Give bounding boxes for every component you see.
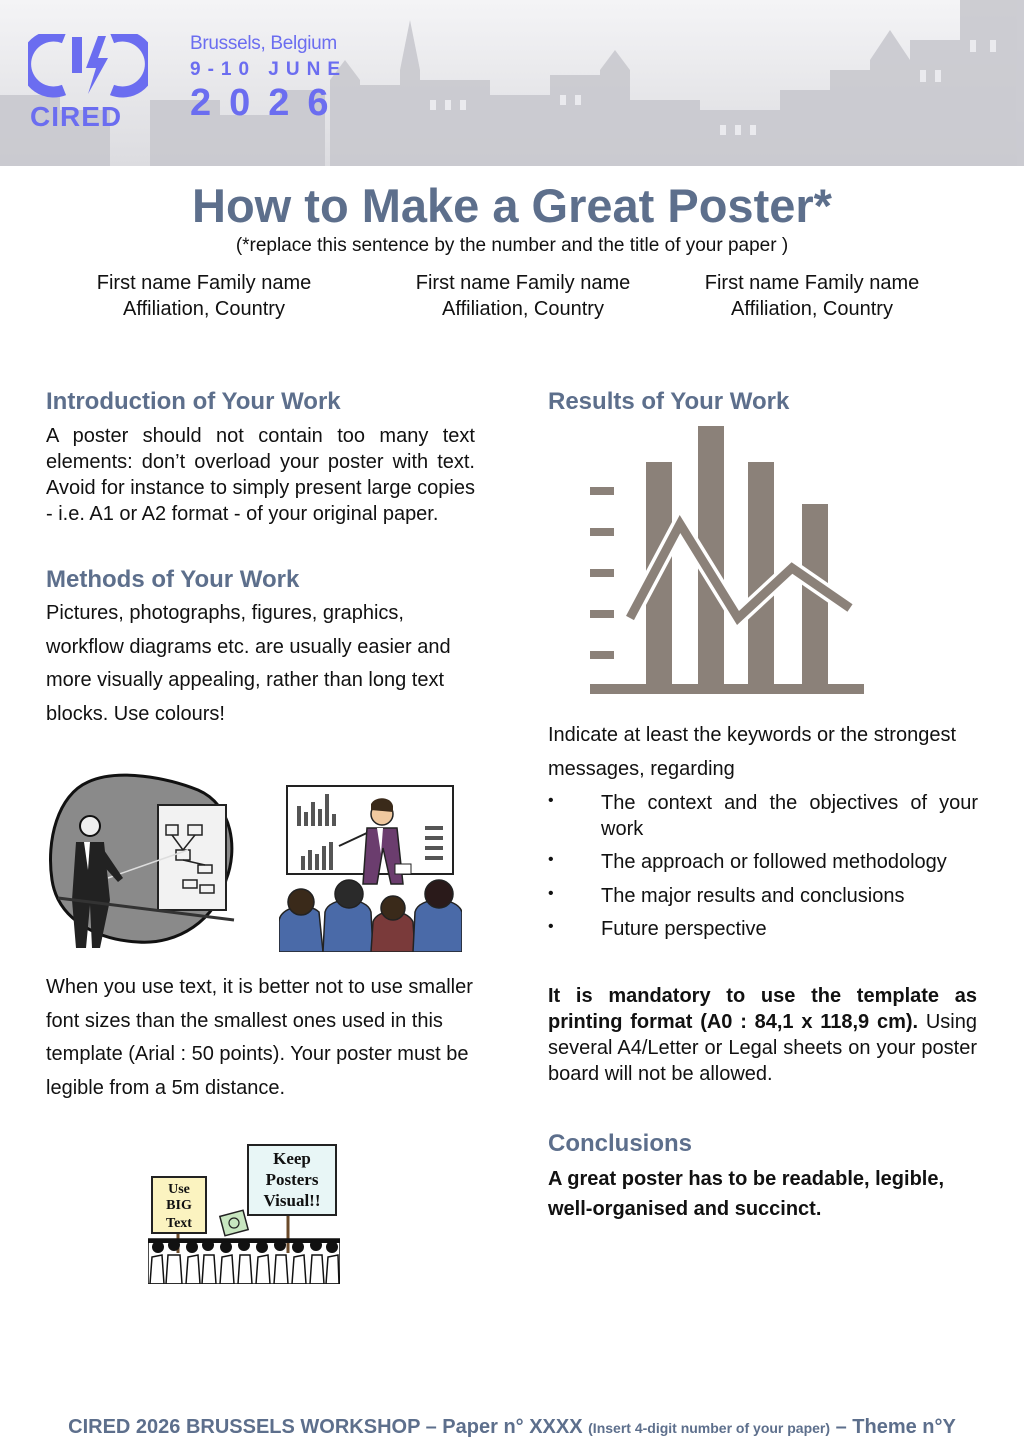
footer-main: CIRED 2026 BRUSSELS WORKSHOP – Paper n° XXXX — [68, 1416, 583, 1438]
author-1 — [74, 270, 334, 322]
bullet-item-approach — [548, 849, 978, 875]
author-affiliation: Affiliation, Country — [731, 298, 893, 320]
bullet-text: The context and the objectives of your work — [601, 792, 978, 840]
event-location-dates — [190, 33, 347, 125]
audience-presentation-illustration — [279, 784, 462, 952]
event-city: Brussels, Belgium — [190, 33, 337, 54]
event-dates: 9-10 JUNE — [190, 59, 347, 80]
author-name: First name Family name — [96, 272, 312, 294]
author-affiliation: Affiliation, Country — [442, 298, 604, 320]
cired-logo-icon — [28, 34, 148, 129]
bullet-icon: • — [548, 918, 554, 935]
svg-text:Posters: Posters — [265, 1170, 319, 1189]
footer — [0, 1416, 1024, 1439]
results-heading: Results of Your Work — [548, 388, 790, 415]
author-3 — [682, 270, 942, 322]
mandatory-notice-rest: Using several A4/Letter or Legal sheets on your poster board will not be allowed. — [548, 1011, 977, 1085]
footer-theme: – Theme n°Y — [835, 1416, 956, 1438]
bullet-text: The major results and conclusions — [601, 885, 905, 907]
author-2 — [393, 270, 653, 322]
bullet-item-future — [548, 916, 978, 942]
bullet-text: Future perspective — [601, 918, 767, 940]
bullet-item-context — [548, 790, 978, 842]
svg-text:CIRED: CIRED — [30, 101, 123, 129]
intro-text: A poster should not contain too many text elements: don’t overload your poster with text. Avoid for instance to simply present large copies - i.e. A1 or A2 format - of your original paper. — [46, 425, 475, 525]
bullet-icon: • — [548, 851, 554, 868]
event-year: 2026 — [190, 82, 347, 124]
mandatory-notice-bold: It is mandatory to use the template as printing format (A0 : 84,1 x 118,9 cm). — [548, 985, 977, 1033]
author-affiliation: Affiliation, Country — [123, 298, 285, 320]
footer-note: (Insert 4-digit number of your paper) — [588, 1420, 831, 1436]
protest-signs-illustration — [148, 1143, 340, 1284]
conclusions-text: A great poster has to be readable, legible, well-organised and succinct. — [548, 1168, 945, 1220]
bullet-text: The approach or followed methodology — [601, 851, 947, 873]
header-banner — [0, 0, 1024, 166]
svg-text:Visual!!: Visual!! — [263, 1191, 321, 1210]
conclusions-heading: Conclusions — [548, 1130, 693, 1157]
methods-text: Pictures, photographs, figures, graphics, workflow diagrams etc. are usually easier and more visually appealing, rather than long text blocks. Use colours! — [46, 602, 451, 725]
methods-text-2: When you use text, it is better not to use smaller font sizes than the smallest ones used in this template (Arial : 50 points). Your poster must be legible from a 5m distance. — [46, 976, 473, 1099]
bullet-item-results — [548, 883, 978, 909]
svg-text:Use: Use — [168, 1182, 190, 1197]
intro-heading: Introduction of Your Work — [46, 388, 341, 415]
svg-text:Keep: Keep — [273, 1149, 311, 1168]
bar-line-chart-icon — [588, 426, 868, 696]
bullet-icon: • — [548, 885, 554, 902]
poster-title: How to Make a Great Poster* — [192, 179, 832, 232]
poster-subtitle: (*replace this sentence by the number and the title of your paper ) — [235, 235, 789, 256]
svg-text:Text: Text — [166, 1216, 192, 1231]
author-name: First name Family name — [704, 272, 920, 294]
author-name: First name Family name — [415, 272, 631, 294]
methods-heading: Methods of Your Work — [46, 566, 300, 593]
presenter-flowchart-illustration — [48, 770, 236, 952]
results-intro: Indicate at least the keywords or the strongest messages, regarding — [548, 724, 956, 780]
brussels-skyline-illustration — [0, 0, 1024, 166]
svg-text:BIG: BIG — [166, 1198, 192, 1213]
bullet-icon: • — [548, 792, 554, 809]
mandatory-notice — [548, 983, 977, 1087]
